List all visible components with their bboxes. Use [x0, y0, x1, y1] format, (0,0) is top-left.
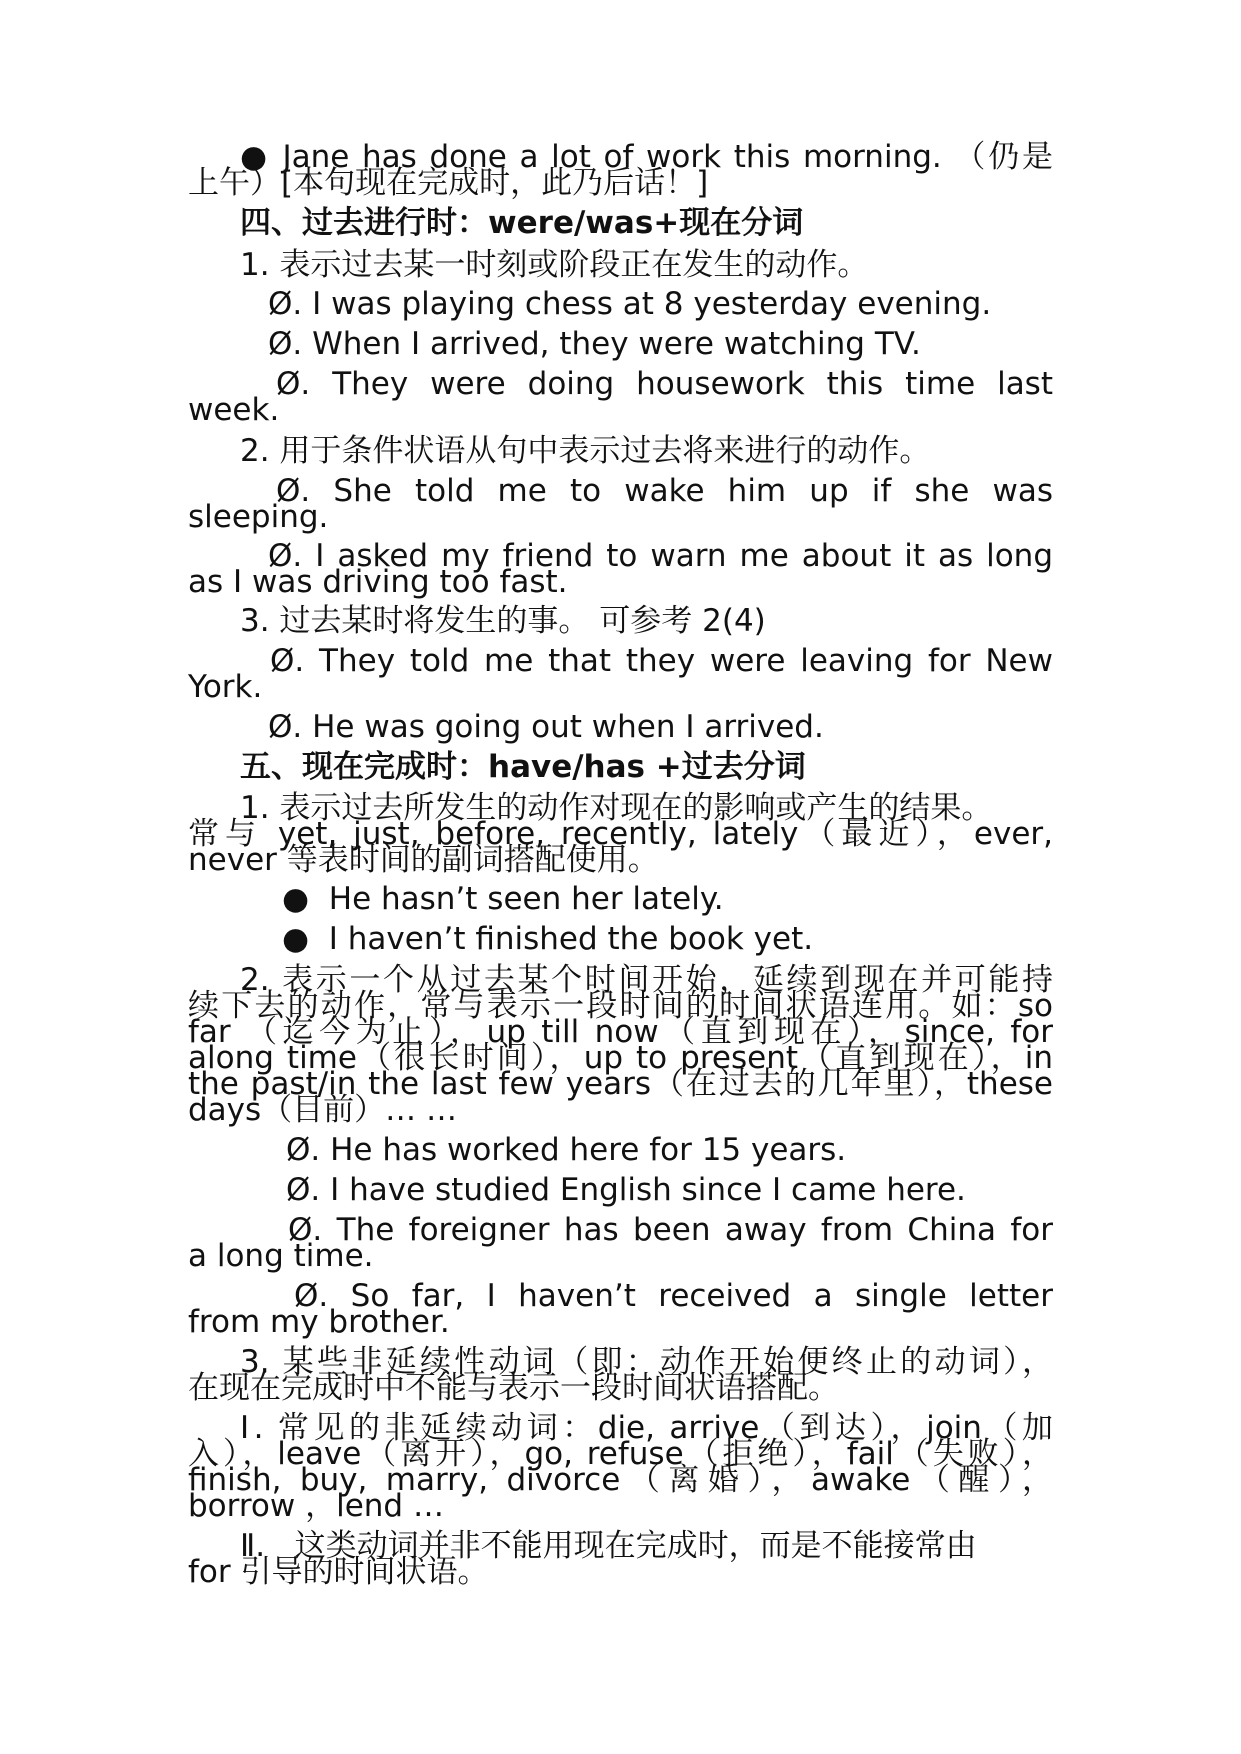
example-sentence: Ø. She told me to wake him up if she was: [276, 473, 1053, 509]
section-heading: 四、过去进行时：were/was+现在分词: [240, 205, 804, 241]
example-sentence: Ø. He has worked here for 15 years.: [286, 1132, 847, 1168]
example-sentence: ● He hasn’t seen her lately.: [282, 881, 724, 917]
text-line: 1. 表示过去所发生的动作对现在的影响或产生的结果。: [240, 790, 993, 826]
text-line: 1. 表示过去某一时刻或阶段正在发生的动作。: [240, 247, 869, 283]
example-sentence: Ø. He was going out when I arrived.: [268, 709, 824, 745]
example-sentence: Ø. They were doing housework this time last: [276, 366, 1053, 402]
example-sentence: Ø. When I arrived, they were watching TV.: [268, 326, 921, 362]
example-sentence: as I was driving too fast.: [188, 564, 568, 600]
text-line: Ⅰ. 常见的非延续动词：die, arrive（到达），join（加: [240, 1410, 1053, 1446]
text-line: 3. 某些非延续性动词（即：动作开始便终止的动词），: [240, 1344, 1053, 1380]
text-line: 3. 过去某时将发生的事。 可参考 2(4): [240, 603, 766, 639]
text-line: borrow ，lend …: [188, 1488, 444, 1524]
text-line: 在现在完成时中不能与表示一段时间状语搭配。: [188, 1370, 839, 1406]
text-line: never 等表时间的副词搭配使用。: [188, 842, 659, 878]
example-sentence: Ø. So far, I haven’t received a single letter: [294, 1278, 1053, 1314]
text-line: along time（很长时间），up to present（直到现在），in: [188, 1040, 1053, 1076]
example-sentence: Ø. They told me that they were leaving for New: [270, 643, 1053, 679]
text-line: 2. 表示一个从过去某个时间开始，延续到现在并可能持: [240, 962, 1053, 998]
text-line: 常与 yet, just, before, recently, lately（最近），ever,: [188, 816, 1053, 852]
text-line: far （迄今为止），up till now（直到现在），since, for: [188, 1014, 1053, 1050]
example-sentence: York.: [188, 669, 263, 705]
example-sentence: Ø. The foreigner has been away from China for: [288, 1212, 1053, 1248]
text-line: ● Jane has done a lot of work this morning. （仍是: [240, 139, 1053, 175]
text-line: finish, buy, marry, divorce（离婚），awake（醒），: [188, 1462, 1053, 1498]
example-sentence: Ø. I asked my friend to warn me about it as long: [268, 538, 1053, 574]
example-sentence: a long time.: [188, 1238, 374, 1274]
example-sentence: week.: [188, 392, 280, 428]
example-sentence: ● I haven’t finished the book yet.: [282, 921, 814, 957]
example-sentence: Ø. I have studied English since I came here.: [286, 1172, 966, 1208]
text-line: 上午）[本句现在完成时，此乃后话！]: [188, 165, 709, 201]
text-line: Ⅱ. 这类动词并非不能用现在完成时，而是不能接常由: [240, 1528, 977, 1564]
text-line: 2. 用于条件状语从句中表示过去将来进行的动作。: [240, 433, 931, 469]
text-line: 续下去的动作，常与表示一段时间的时间状语连用。如：so: [188, 988, 1053, 1024]
section-heading: 五、现在完成时：have/has +过去分词: [240, 749, 806, 785]
text-line: 入），leave（离开），go, refuse（拒绝），fail（失败），: [188, 1436, 1053, 1472]
text-line: for 引导的时间状语。: [188, 1554, 489, 1590]
text-line: days（目前）… …: [188, 1092, 458, 1128]
example-sentence: Ø. I was playing chess at 8 yesterday evening.: [268, 286, 992, 322]
text-line: the past/in the last few years（在过去的几年里），these: [188, 1066, 1053, 1102]
example-sentence: sleeping.: [188, 499, 329, 535]
example-sentence: from my brother.: [188, 1304, 450, 1340]
